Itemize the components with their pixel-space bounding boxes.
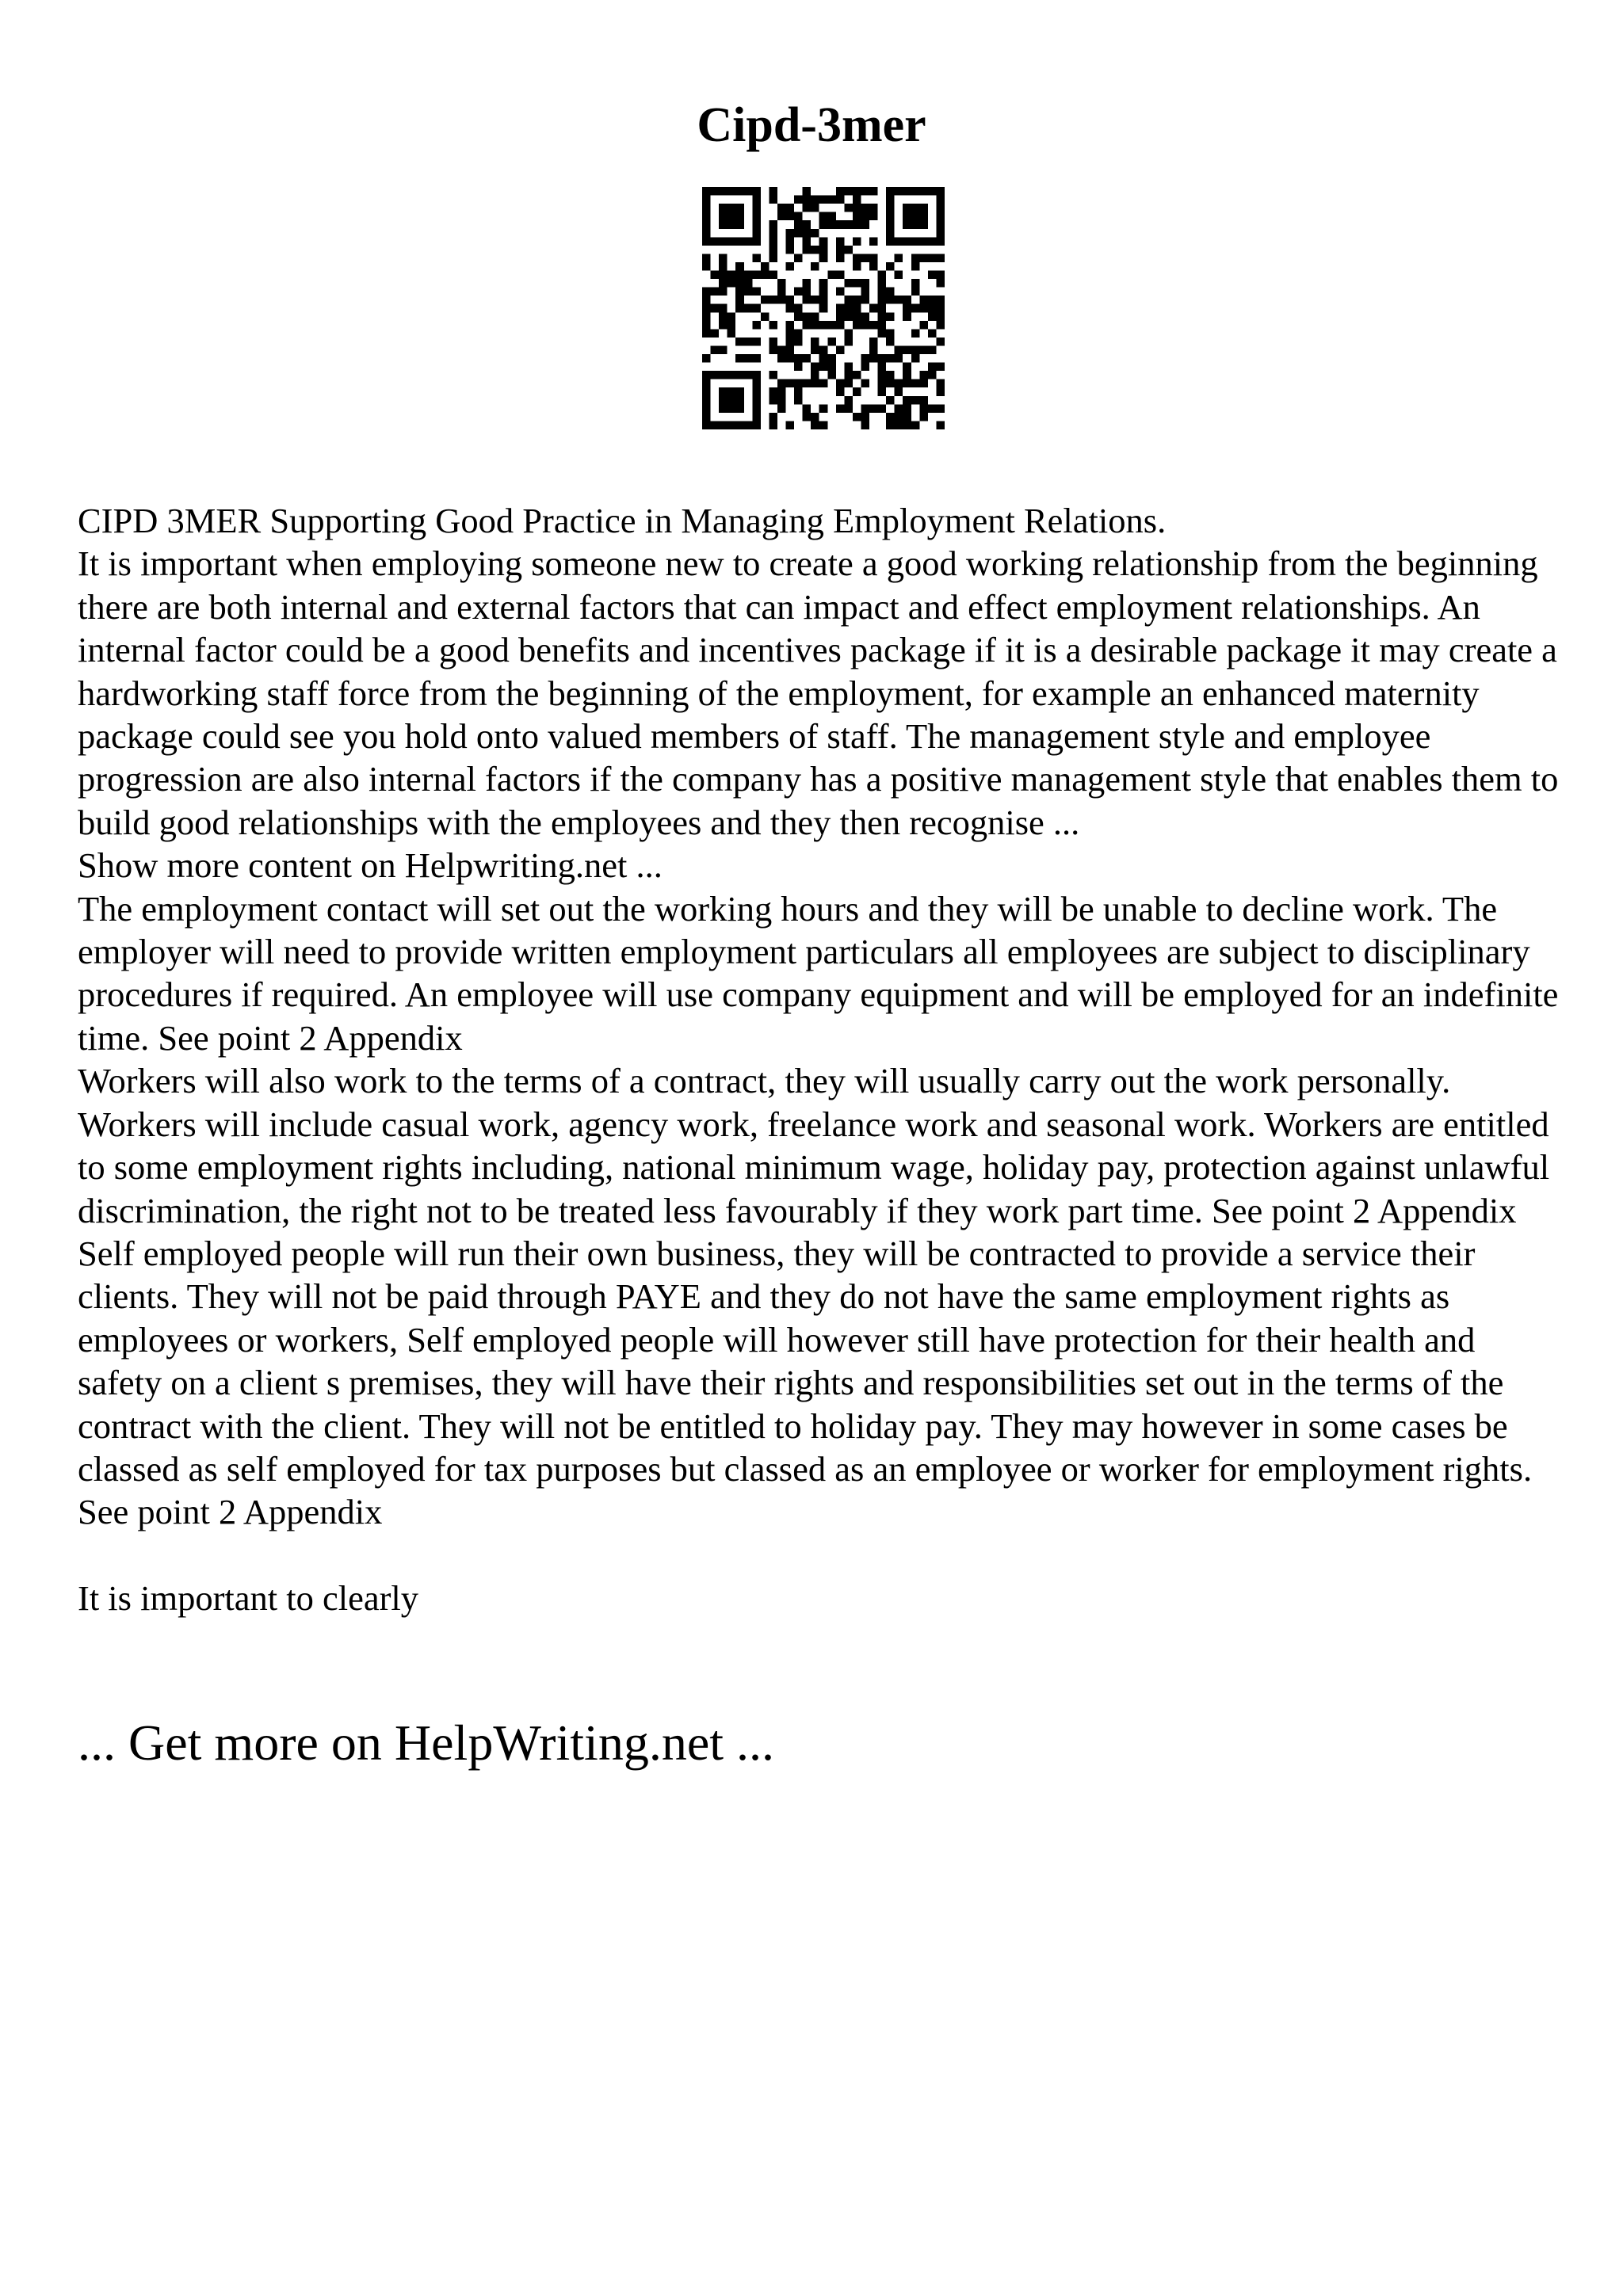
paragraph-intro: It is important when employing someone new to create a good working relationship from the beginning there are both internal and external factors that can impact and effect employment relationships. An internal factor could be a good benefits and incentives package if it is a desirable package it may create a hardworking staff force from the beginning of the employment, for example an enhanced maternity package could see you hold onto valued members of staff. The management style and employee progression are also internal factors if the company has a positive management style that enables them to build good relationships with the employees and they then recognise ... [78, 543, 1559, 842]
paragraph-gap [78, 1534, 1568, 1577]
show-more-link[interactable]: Show more content on Helpwriting.net ... [78, 845, 663, 886]
get-more-link[interactable]: ... Get more on HelpWriting.net ... [78, 1714, 774, 1771]
paragraph-self-employed: Self employed people will run their own business, they will be contracted to provide a service their clients. They will not be paid through PAYE and they do not have the same employment rights as employees or workers, Self employed people will however still have protection for their health and safety on a client s premises, they will have their rights and responsibilities set out in the terms of the contract with the client. They will not be entitled to holiday pay. They may however in some cases be classed as self employed for tax purposes but classed as an employee or worker for employment rights. See point 2 Appendix [78, 1233, 1533, 1532]
paragraph-workers: Workers will also work to the terms of a contract, they will usually carry out the work personally. Workers will include casual work, agency work, freelance work and seasonal work. Workers are entitled to some employment rights including, national minimum wage, holiday pay, protection against unlawful discrimination, the right not to be treated less favourably if they work part time. See point 2 Appendix [78, 1061, 1550, 1230]
paragraph-closing: It is important to clearly [78, 1577, 419, 1618]
paragraph-employees: The employment contact will set out the working hours and they will be unable to decline work. The employer will need to provide written employment particulars all employees are subject to disciplinary procedures if required. An employee will use company equipment and will be employed for an indefinite time. See point 2 Appendix [78, 888, 1559, 1058]
page-title: Cipd-3mer [697, 98, 926, 152]
article-body [78, 499, 1568, 1619]
qr-code-icon [702, 187, 945, 429]
article-heading-line: CIPD 3MER Supporting Good Practice in Managing Employment Relations. [78, 501, 1167, 540]
